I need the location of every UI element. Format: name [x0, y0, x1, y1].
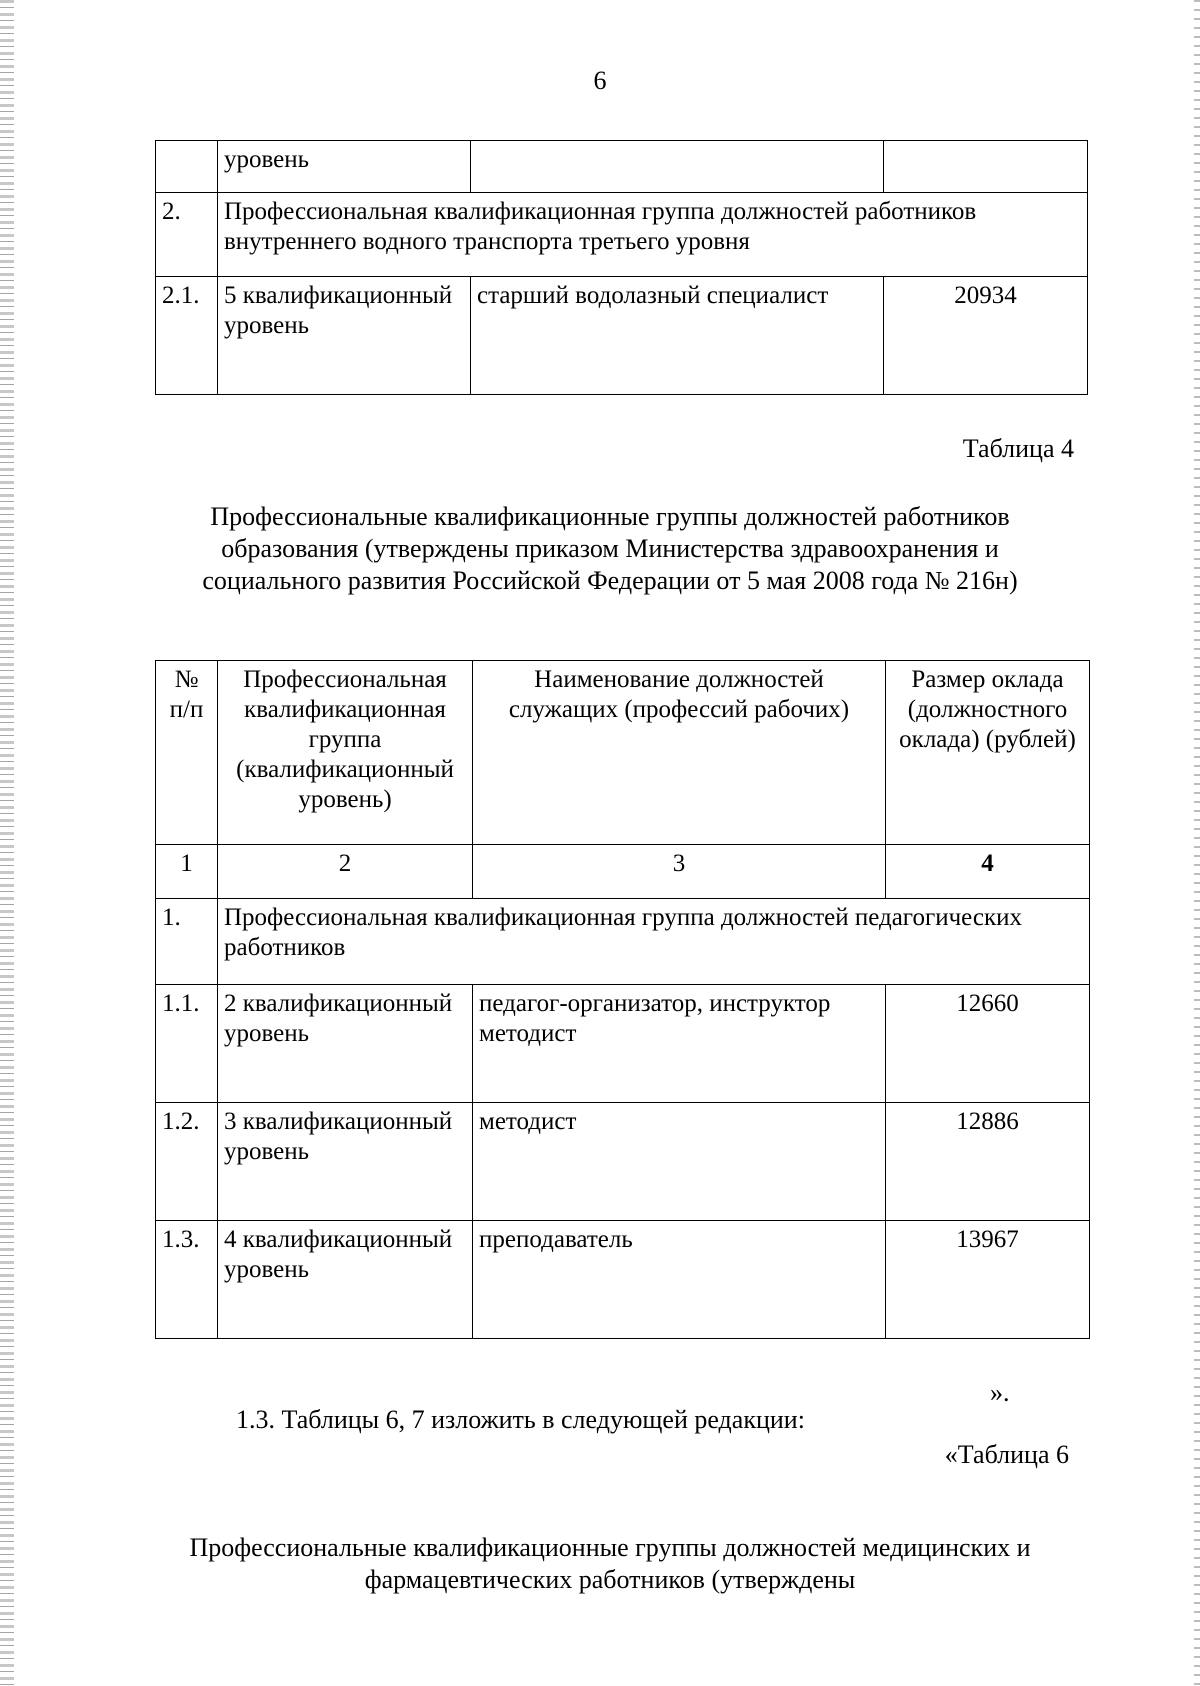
paragraph-1-3: 1.3. Таблицы 6, 7 изложить в следующей редакции:	[236, 1405, 805, 1434]
cell-position: преподаватель	[473, 1221, 886, 1339]
group-row	[156, 899, 1090, 985]
closing-quote: ».	[990, 1378, 1010, 1407]
header-num: № п/п	[156, 661, 218, 845]
cell-salary: 13967	[886, 1221, 1090, 1339]
header-position: Наименование должностей служащих (профессий рабочих)	[473, 661, 886, 845]
scan-edge-right	[1194, 0, 1200, 1686]
cell-level: уровень	[218, 141, 471, 193]
cell-level: 2 квалификационный уровень	[218, 985, 473, 1103]
table-row	[156, 1103, 1090, 1221]
table-row	[156, 277, 1088, 395]
table-row	[156, 1221, 1090, 1339]
cell-num: 1.	[156, 899, 218, 985]
table-4-title: Профессиональные квалификационные группы должностей работников образования (утверждены приказом Министерства здравоохранения и социального развития Российской Федерации от 5 мая 2008 года № 216н)	[202, 502, 1018, 595]
cell-level: 5 квалификационный уровень	[218, 277, 471, 395]
table-4-label: Таблица 4	[962, 434, 1074, 463]
table-row	[156, 985, 1090, 1103]
cell-salary: 20934	[884, 277, 1088, 395]
cell-position: методист	[473, 1103, 886, 1221]
cell-position	[471, 141, 884, 193]
cell-salary: 12886	[886, 1103, 1090, 1221]
cell-num: 2.1.	[156, 277, 218, 395]
column-number: 4	[886, 845, 1090, 899]
table-row	[156, 141, 1088, 193]
column-number: 2	[218, 845, 473, 899]
cell-salary	[884, 141, 1088, 193]
scan-edge-left	[0, 0, 14, 1686]
header-row	[156, 661, 1090, 845]
table-row	[156, 193, 1088, 277]
cell-level: 4 квалификационный уровень	[218, 1221, 473, 1339]
cell-num	[156, 141, 218, 193]
continued-table	[155, 140, 1088, 395]
cell-num: 1.2.	[156, 1103, 218, 1221]
page-number: 6	[593, 66, 607, 95]
table-6-label: «Таблица 6	[944, 1440, 1069, 1469]
cell-position: старший водолазный специалист	[471, 277, 884, 395]
cell-position: педагог-организатор, инструктор методист	[473, 985, 886, 1103]
header-salary: Размер оклада (должностного оклада) (рублей)	[886, 661, 1090, 845]
column-numbers-row	[156, 845, 1090, 899]
cell-num: 1.1.	[156, 985, 218, 1103]
column-number: 3	[473, 845, 886, 899]
cell-salary: 12660	[886, 985, 1090, 1103]
column-number: 1	[156, 845, 218, 899]
cell-num: 1.3.	[156, 1221, 218, 1339]
header-group: Профессиональная квалификационная группа (квалификационный уровень)	[218, 661, 473, 845]
table-4	[155, 660, 1090, 1339]
cell-level: 3 квалификационный уровень	[218, 1103, 473, 1221]
cell-num: 2.	[156, 193, 218, 277]
table-6-title: Профессиональные квалификационные группы должностей медицинских и фармацевтических работников (утверждены	[189, 1533, 1031, 1594]
cell-group: Профессиональная квалификационная группа должностей педагогических работников	[218, 899, 1090, 985]
cell-group: Профессиональная квалификационная группа должностей работников внутреннего водного транспорта третьего уровня	[218, 193, 1088, 277]
